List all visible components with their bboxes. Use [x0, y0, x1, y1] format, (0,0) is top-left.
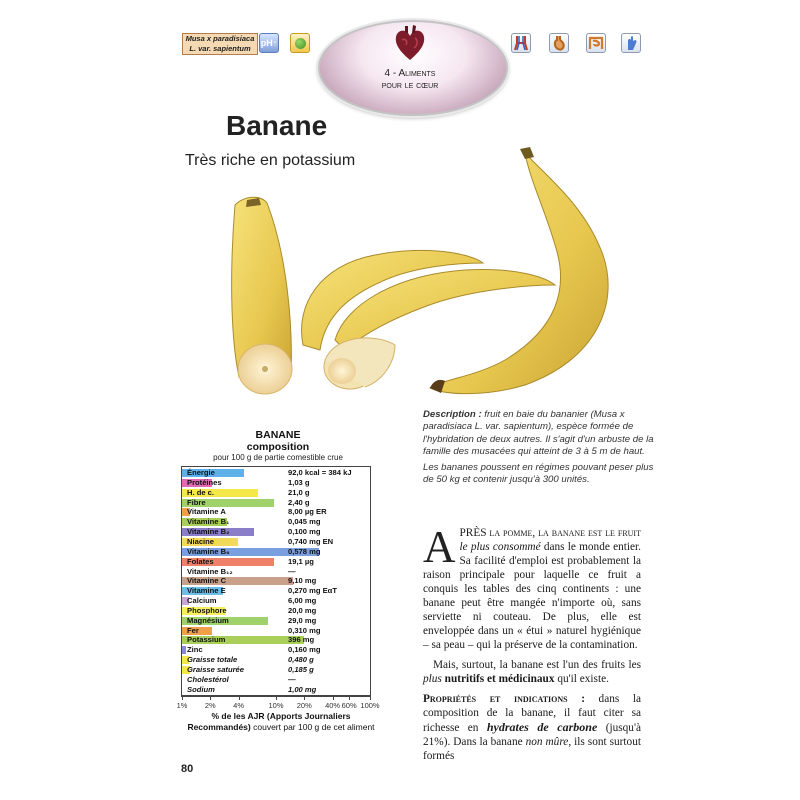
composition-value: 0,270 mg EαT	[288, 586, 337, 596]
composition-nutrient: Vitamine B₁₂	[187, 566, 233, 576]
composition-subtitle: pour 100 g de partie comestible crue	[213, 453, 343, 462]
composition-value: 29,0 mg	[288, 615, 317, 625]
composition-row	[182, 626, 370, 636]
composition-axis-label: 4%	[233, 701, 244, 710]
stomach-icon	[549, 33, 569, 53]
composition-nutrient: Vitamine E	[187, 586, 226, 596]
composition-axis-label: 10%	[268, 701, 284, 710]
latin-name-line1: Musa x paradisiaca	[185, 34, 255, 43]
composition-row	[182, 685, 370, 695]
composition-nutrient: Niacine	[187, 536, 215, 546]
composition-row	[182, 557, 370, 567]
description	[423, 409, 663, 489]
composition-value: 0,185 g	[288, 665, 314, 674]
composition-row	[182, 537, 370, 547]
body-p2-bold: nutritifs et médicinaux	[441, 673, 555, 685]
body-p3-b: (jusqu'à 21%). Dans la banane	[423, 722, 641, 748]
composition-nutrient: Graisse saturée	[187, 665, 244, 674]
body-paragraph-1	[423, 522, 641, 652]
vessel-icon	[511, 33, 531, 53]
body-p2-b: qu'il existe.	[554, 673, 609, 685]
dropcap: A	[423, 522, 456, 572]
heart-icon	[393, 24, 427, 62]
description-text: fruit en baie du bananier (Musa x paradisiaca L. var. sapientum), espèce formée de l'hybridation de deux autres. Il s'agit d'un arbuste de la famille des musacées qui atteint de 3 à 5 m de haut.	[423, 409, 654, 458]
composition-nutrient: Folates	[187, 556, 214, 566]
composition-row	[182, 517, 370, 527]
composition-value: 1,03 g	[288, 477, 310, 487]
latin-name-line2: L. var. sapientum	[189, 44, 251, 53]
composition-row	[182, 635, 370, 645]
body-paragraph-2	[423, 658, 641, 686]
composition-value: 2,40 g	[288, 497, 310, 507]
composition-footer-bold: % de les AJR (Apports Journaliers Recommandés)	[187, 711, 351, 732]
composition-title-line1: BANANE	[255, 429, 301, 441]
composition-row	[182, 547, 370, 557]
composition-axis-tick	[210, 696, 211, 700]
body-text	[423, 522, 641, 769]
composition-row	[182, 507, 370, 517]
composition-nutrient: Fer	[187, 625, 199, 635]
composition-title-line2: composition	[246, 441, 310, 453]
composition-axis-label: 2%	[204, 701, 216, 710]
section-label	[340, 68, 480, 92]
composition-value: 0,578 mg	[288, 546, 321, 556]
composition-value: 92,0 kcal = 384 kJ	[288, 468, 352, 477]
body-p3-a: dans la composition de la banane, il faut citer sa richesse en	[423, 693, 641, 734]
composition-axis-tick	[182, 696, 183, 700]
body-p2-em: plus	[423, 673, 442, 685]
body-p3-em: non mûre	[525, 736, 569, 748]
composition-axis-label: 1%	[176, 701, 188, 710]
composition-row	[182, 586, 370, 596]
body-paragraph-3	[423, 692, 641, 763]
composition-row	[182, 478, 370, 488]
composition-value: 0,480 g	[288, 655, 314, 665]
skin-icon	[621, 33, 641, 53]
body-p1-a: PRÈS la pomme, la banane est le fruit	[459, 527, 641, 539]
composition-nutrient: Phosphore	[187, 605, 227, 615]
composition-footer-rest: couvert par 100 g de cet aliment	[250, 722, 375, 732]
body-p2-a: Mais, surtout, la banane est l'un des fruits les	[433, 659, 641, 671]
apple-icon	[290, 33, 310, 53]
latin-name-box	[182, 33, 258, 55]
page-subtitle: Très riche en potassium	[185, 152, 356, 169]
composition-value: 0,310 mg	[288, 625, 321, 635]
composition-value: 8,00 µg ER	[288, 507, 327, 517]
composition-axis-tick	[304, 696, 305, 700]
composition-value: 20,0 mg	[288, 605, 317, 615]
composition-nutrient: Énergie	[187, 468, 215, 477]
body-p1-em: le plus consommé	[459, 541, 541, 553]
composition-row	[182, 527, 370, 537]
composition-row	[182, 596, 370, 606]
composition-axis-label: 100%	[360, 701, 380, 710]
composition-axis-tick	[333, 696, 334, 700]
composition-row	[182, 468, 370, 478]
composition-value: 0,160 mg	[288, 645, 321, 655]
composition-value: 396 mg	[288, 635, 315, 645]
description-label: Description :	[423, 409, 482, 420]
composition-axis-tick	[349, 696, 350, 700]
composition-row	[182, 567, 370, 577]
composition-nutrient: Vitamine A	[187, 507, 226, 517]
composition-footer	[181, 711, 381, 733]
composition-value: 1,00 mg	[288, 684, 317, 694]
composition-bar	[182, 646, 186, 654]
composition-row	[182, 675, 370, 685]
composition-row	[182, 665, 370, 675]
composition-row	[182, 576, 370, 586]
composition-nutrient: Vitamine B₆	[187, 546, 230, 556]
composition-nutrient: Magnésium	[187, 615, 229, 625]
ph-icon	[259, 33, 279, 53]
composition-title	[183, 429, 373, 453]
composition-nutrient: Sodium	[187, 684, 215, 694]
composition-nutrient: H. de c.	[187, 487, 215, 497]
section-label-line1: 4 - Aliments	[384, 68, 436, 79]
composition-value: 0,740 mg EN	[288, 536, 334, 546]
composition-value: 0,100 mg	[288, 527, 321, 537]
composition-nutrient: Fibre	[187, 497, 206, 507]
composition-axis-label: 40%	[325, 701, 341, 710]
composition-nutrient: Cholestérol	[187, 674, 229, 684]
composition-nutrient: Vitamine B₂	[187, 527, 230, 537]
body-p3-hyd: hydrates de carbone	[486, 720, 598, 734]
composition-nutrient: Vitamine B₁	[187, 517, 230, 527]
composition-row	[182, 655, 370, 665]
composition-axis-label: 20%	[296, 701, 312, 710]
composition-value: 6,00 mg	[288, 596, 317, 606]
composition-nutrient: Vitamine C	[187, 576, 227, 586]
composition-nutrient: Calcium	[187, 596, 217, 606]
composition-value: 0,045 mg	[288, 517, 321, 527]
composition-row	[182, 606, 370, 616]
ph-label: pH↑	[260, 38, 278, 48]
composition-nutrient: Graisse totale	[187, 655, 238, 665]
page-number: 80	[181, 763, 194, 775]
composition-row	[182, 645, 370, 655]
composition-row	[182, 488, 370, 498]
body-p3-c: , ils sont surtout formés	[423, 736, 641, 762]
composition-value: —	[288, 566, 296, 576]
section-label-line2: pour le cœur	[381, 80, 439, 91]
composition-value: 21,0 g	[288, 487, 310, 497]
body-p1-b: dans le monde entier. Sa facilité d'emploi est probablement la raison principale pour laquelle ce fruit a conquis les tables des cinq continents : une banane peut être mangée n'importe où, sans serviette ni couteau. De plus, elle est enveloppée dans un « étui » naturel hygiénique – sa peau – qui la préserve de la contamination.	[423, 541, 641, 651]
composition-table	[181, 466, 371, 696]
composition-value: 19,1 µg	[288, 556, 314, 566]
description-text2: Les bananes poussent en régimes pouvant peser plus de 50 kg et contenir jusqu'à 300 unités.	[423, 461, 654, 486]
composition-axis-tick	[370, 696, 371, 700]
body-p3-head: Propriétés et indications :	[423, 693, 585, 705]
composition-axis-tick	[276, 696, 277, 700]
composition-row	[182, 616, 370, 626]
intestine-icon	[586, 33, 606, 53]
composition-nutrient: Potassium	[187, 635, 226, 645]
banana-photo	[225, 145, 620, 400]
composition-value: —	[288, 674, 296, 684]
composition-row	[182, 498, 370, 508]
page-title: Banane	[226, 110, 328, 141]
composition-axis-label: 60%	[341, 701, 357, 710]
composition-value: 9,10 mg	[288, 576, 317, 586]
composition-axis-tick	[239, 696, 240, 700]
composition-nutrient: Zinc	[187, 645, 203, 655]
composition-nutrient: Protéines	[187, 477, 222, 487]
